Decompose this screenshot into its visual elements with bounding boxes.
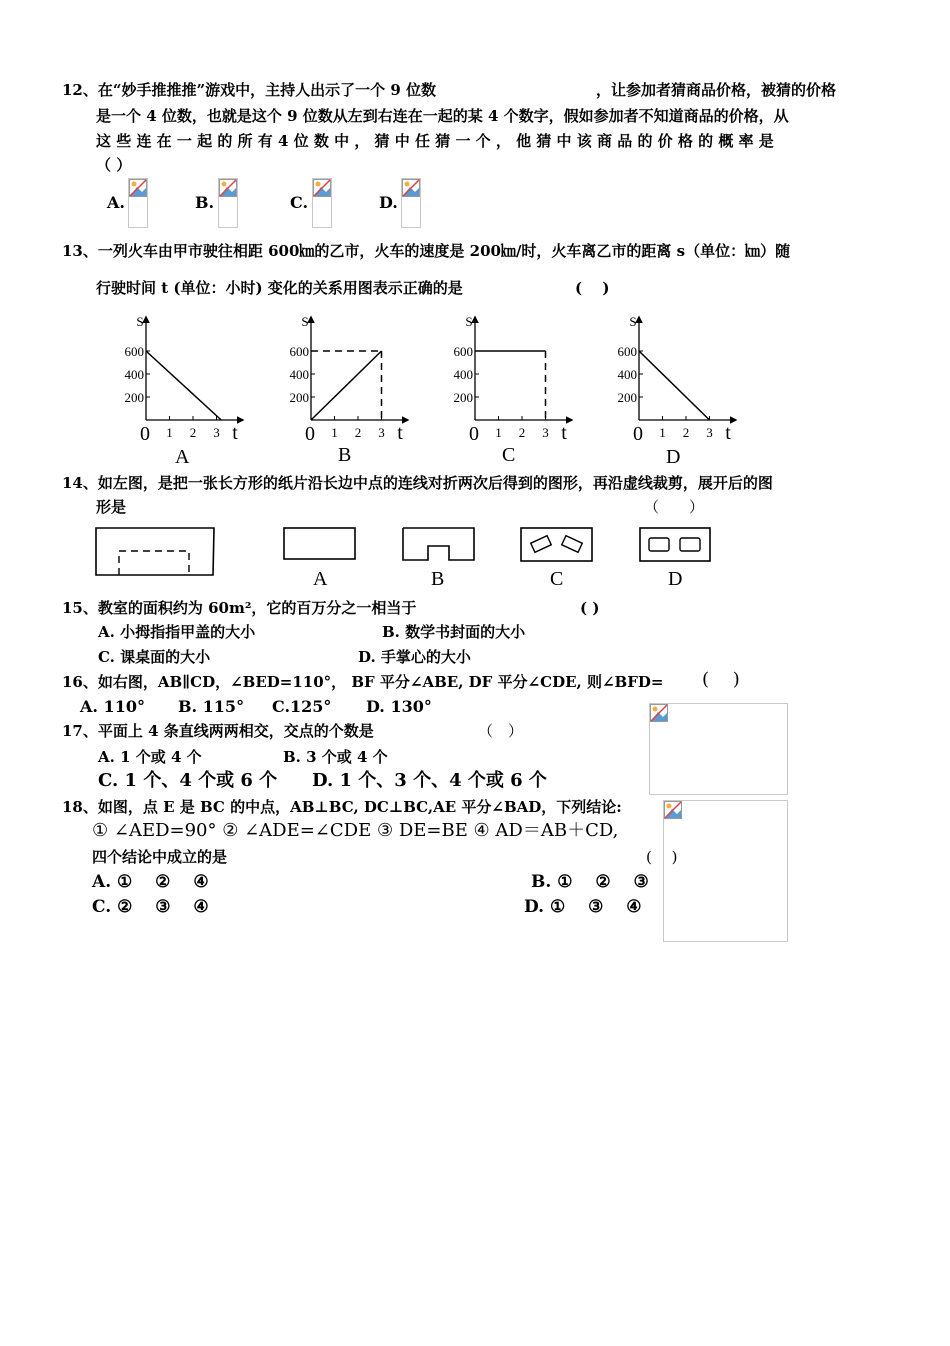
q14-figures <box>0 520 950 580</box>
x-axis-label-d: t <box>725 422 731 444</box>
image-placeholder-icon <box>129 179 147 197</box>
y-tick-label-b: 600 <box>289 344 309 359</box>
q18-line2: ① ∠AED=90° ② ∠ADE=∠CDE ③ DE=BE ④ AD＝AB＋CD, <box>92 820 619 841</box>
q18-figure-image <box>663 800 788 942</box>
q13-graphs <box>0 305 950 470</box>
q16-option-b: B. 115° <box>178 697 245 716</box>
q12-option-b-label: B. <box>195 193 215 212</box>
image-placeholder-icon <box>402 179 420 197</box>
y-tick-label-d: 600 <box>617 344 637 359</box>
q14-line1: 14、如左图，是把一张长方形的纸片沿长边中点的连线对折两次后得到的图形，再沿虚线裁剪，展开后的图 <box>62 474 773 492</box>
y-tick-label-c: 400 <box>453 367 473 382</box>
y-axis-label-d: S <box>629 314 637 329</box>
q16-line1: 16、如右图，AB∥CD，∠BED=110°， BF 平分∠ABE, DF 平分∠CDE, 则∠BFD= <box>62 673 664 691</box>
q15-option-a: A. 小拇指指甲盖的大小 <box>98 623 256 641</box>
y-tick-label-a: 200 <box>124 390 144 405</box>
origin-label-c: 0 <box>469 423 479 445</box>
series-line-d <box>639 351 710 420</box>
q12-option-c-label: C. <box>290 193 309 212</box>
q12-option-b-image <box>218 178 238 228</box>
q14-label-d: D <box>668 568 683 590</box>
series-line-a <box>146 351 221 420</box>
q17-option-b: B. 3 个或 4 个 <box>283 748 388 766</box>
x-tick-label-d: 1 <box>659 425 666 440</box>
q13-graph-label-b: B <box>338 444 352 466</box>
q13-graph-label-c: C <box>502 444 516 466</box>
q12-line4: （ ） <box>96 156 132 174</box>
option-a-shape <box>284 528 355 559</box>
origin-label-a: 0 <box>140 423 150 445</box>
image-placeholder-icon <box>650 704 668 722</box>
x-tick-label-b: 2 <box>354 425 362 440</box>
option-b-shape <box>403 528 474 560</box>
q18-option-d: D. ① ③ ④ <box>524 897 642 917</box>
x-tick-label-b: 3 <box>378 425 385 440</box>
q14-paren: （ ） <box>644 498 705 516</box>
q15-option-d: D. 手掌心的大小 <box>358 648 471 666</box>
folded-paper-figure <box>96 528 214 575</box>
q14-label-a: A <box>313 568 328 590</box>
q15-option-b: B. 数学书封面的大小 <box>382 623 526 641</box>
y-axis-label-b: S <box>301 314 309 329</box>
y-tick-label-c: 200 <box>453 390 473 405</box>
q12-option-d-image <box>401 178 421 228</box>
q15-option-c: C. 课桌面的大小 <box>98 648 211 666</box>
x-tick-label-c: 2 <box>518 425 526 440</box>
q17-option-c: C. 1 个、4 个或 6 个 <box>98 770 278 791</box>
q18-line1: 18、如图，点 E 是 BC 的中点，AB⊥BC, DC⊥BC,AE 平分∠BAD，下列结论: <box>62 798 622 816</box>
y-axis-label-c: S <box>465 314 473 329</box>
q18-paren: ( ) <box>646 848 678 866</box>
x-axis-label-c: t <box>561 422 567 444</box>
y-tick-label-a: 600 <box>124 344 144 359</box>
q16-paren: ( ) <box>702 669 740 690</box>
q18-option-c: C. ② ③ ④ <box>92 897 209 917</box>
q16-option-c: C.125° <box>272 697 332 716</box>
q15-paren: ( ) <box>580 599 600 617</box>
q12-option-c-image <box>312 178 332 228</box>
q12-line1b: ，让参加者猜商品价格，被猜的价格 <box>596 81 837 99</box>
q14-line2: 形是 <box>96 498 127 516</box>
series-line-b <box>311 351 382 420</box>
q16-option-a: A. 110° <box>80 697 145 716</box>
q14-label-b: B <box>431 568 445 590</box>
q12-line1a: 12、在“妙手推推推”游戏中，主持人出示了一个 9 位数 <box>62 81 437 99</box>
q12-line3: 这 些 连 在 一 起 的 所 有 4 位 数 中 ， 猜 中 任 猜 一 个 ， 他 猜 中 该 商 品 的 价 格 的 概 率 是 <box>96 132 774 150</box>
q12-option-a-image <box>128 178 148 228</box>
q17-option-d: D. 1 个、3 个、4 个或 6 个 <box>312 770 547 791</box>
option-d-shape <box>640 528 710 561</box>
x-tick-label-a: 1 <box>166 425 173 440</box>
y-axis-label-a: S <box>136 314 144 329</box>
x-tick-label-b: 1 <box>331 425 338 440</box>
q16-figure-image <box>649 703 788 795</box>
q17-line1: 17、平面上 4 条直线两两相交，交点的个数是 <box>62 722 374 740</box>
q13-line2: 行驶时间 t (单位：小时) 变化的关系用图表示正确的是 <box>96 279 463 297</box>
y-tick-label-d: 200 <box>617 390 637 405</box>
q12-line2: 是一个 4 位数，也就是这个 9 位数从左到右连在一起的某 4 个数字，假如参加者不知道商品的价格，从 <box>96 107 789 125</box>
q14-label-c: C <box>550 568 564 590</box>
y-tick-label-b: 400 <box>289 367 309 382</box>
image-placeholder-icon <box>219 179 237 197</box>
q13-graph-label-d: D <box>666 446 681 468</box>
image-placeholder-icon <box>664 801 682 819</box>
y-tick-label-b: 200 <box>289 390 309 405</box>
y-tick-label-d: 400 <box>617 367 637 382</box>
q18-option-b: B. ① ② ③ <box>531 872 649 892</box>
q13-paren: ( ) <box>575 279 610 297</box>
q12-option-d-label: D. <box>379 193 398 212</box>
x-axis-label-b: t <box>397 422 403 444</box>
y-tick-label-a: 400 <box>124 367 144 382</box>
q12-option-a-label: A. <box>107 193 125 212</box>
q13-line1: 13、一列火车由甲市驶往相距 600㎞的乙市，火车的速度是 200㎞/时，火车离乙市的距离 s（单位：㎞）随 <box>62 242 791 260</box>
x-tick-label-d: 3 <box>706 425 713 440</box>
q18-line3: 四个结论中成立的是 <box>92 848 228 866</box>
q18-option-a: A. ① ② ④ <box>92 872 209 892</box>
origin-label-d: 0 <box>633 423 643 445</box>
q17-option-a: A. 1 个或 4 个 <box>98 748 202 766</box>
image-placeholder-icon <box>313 179 331 197</box>
option-c-shape <box>521 528 592 561</box>
q16-option-d: D. 130° <box>366 697 432 716</box>
x-tick-label-a: 2 <box>189 425 197 440</box>
x-tick-label-c: 3 <box>542 425 549 440</box>
q15-line1: 15、教室的面积约为 60m²，它的百万分之一相当于 <box>62 599 417 617</box>
q17-paren: （ ） <box>478 722 524 740</box>
x-tick-label-a: 3 <box>213 425 220 440</box>
x-axis-label-a: t <box>232 422 238 444</box>
origin-label-b: 0 <box>305 423 315 445</box>
x-tick-label-c: 1 <box>495 425 502 440</box>
y-tick-label-c: 600 <box>453 344 473 359</box>
x-tick-label-d: 2 <box>682 425 690 440</box>
q13-graph-label-a: A <box>175 446 190 468</box>
